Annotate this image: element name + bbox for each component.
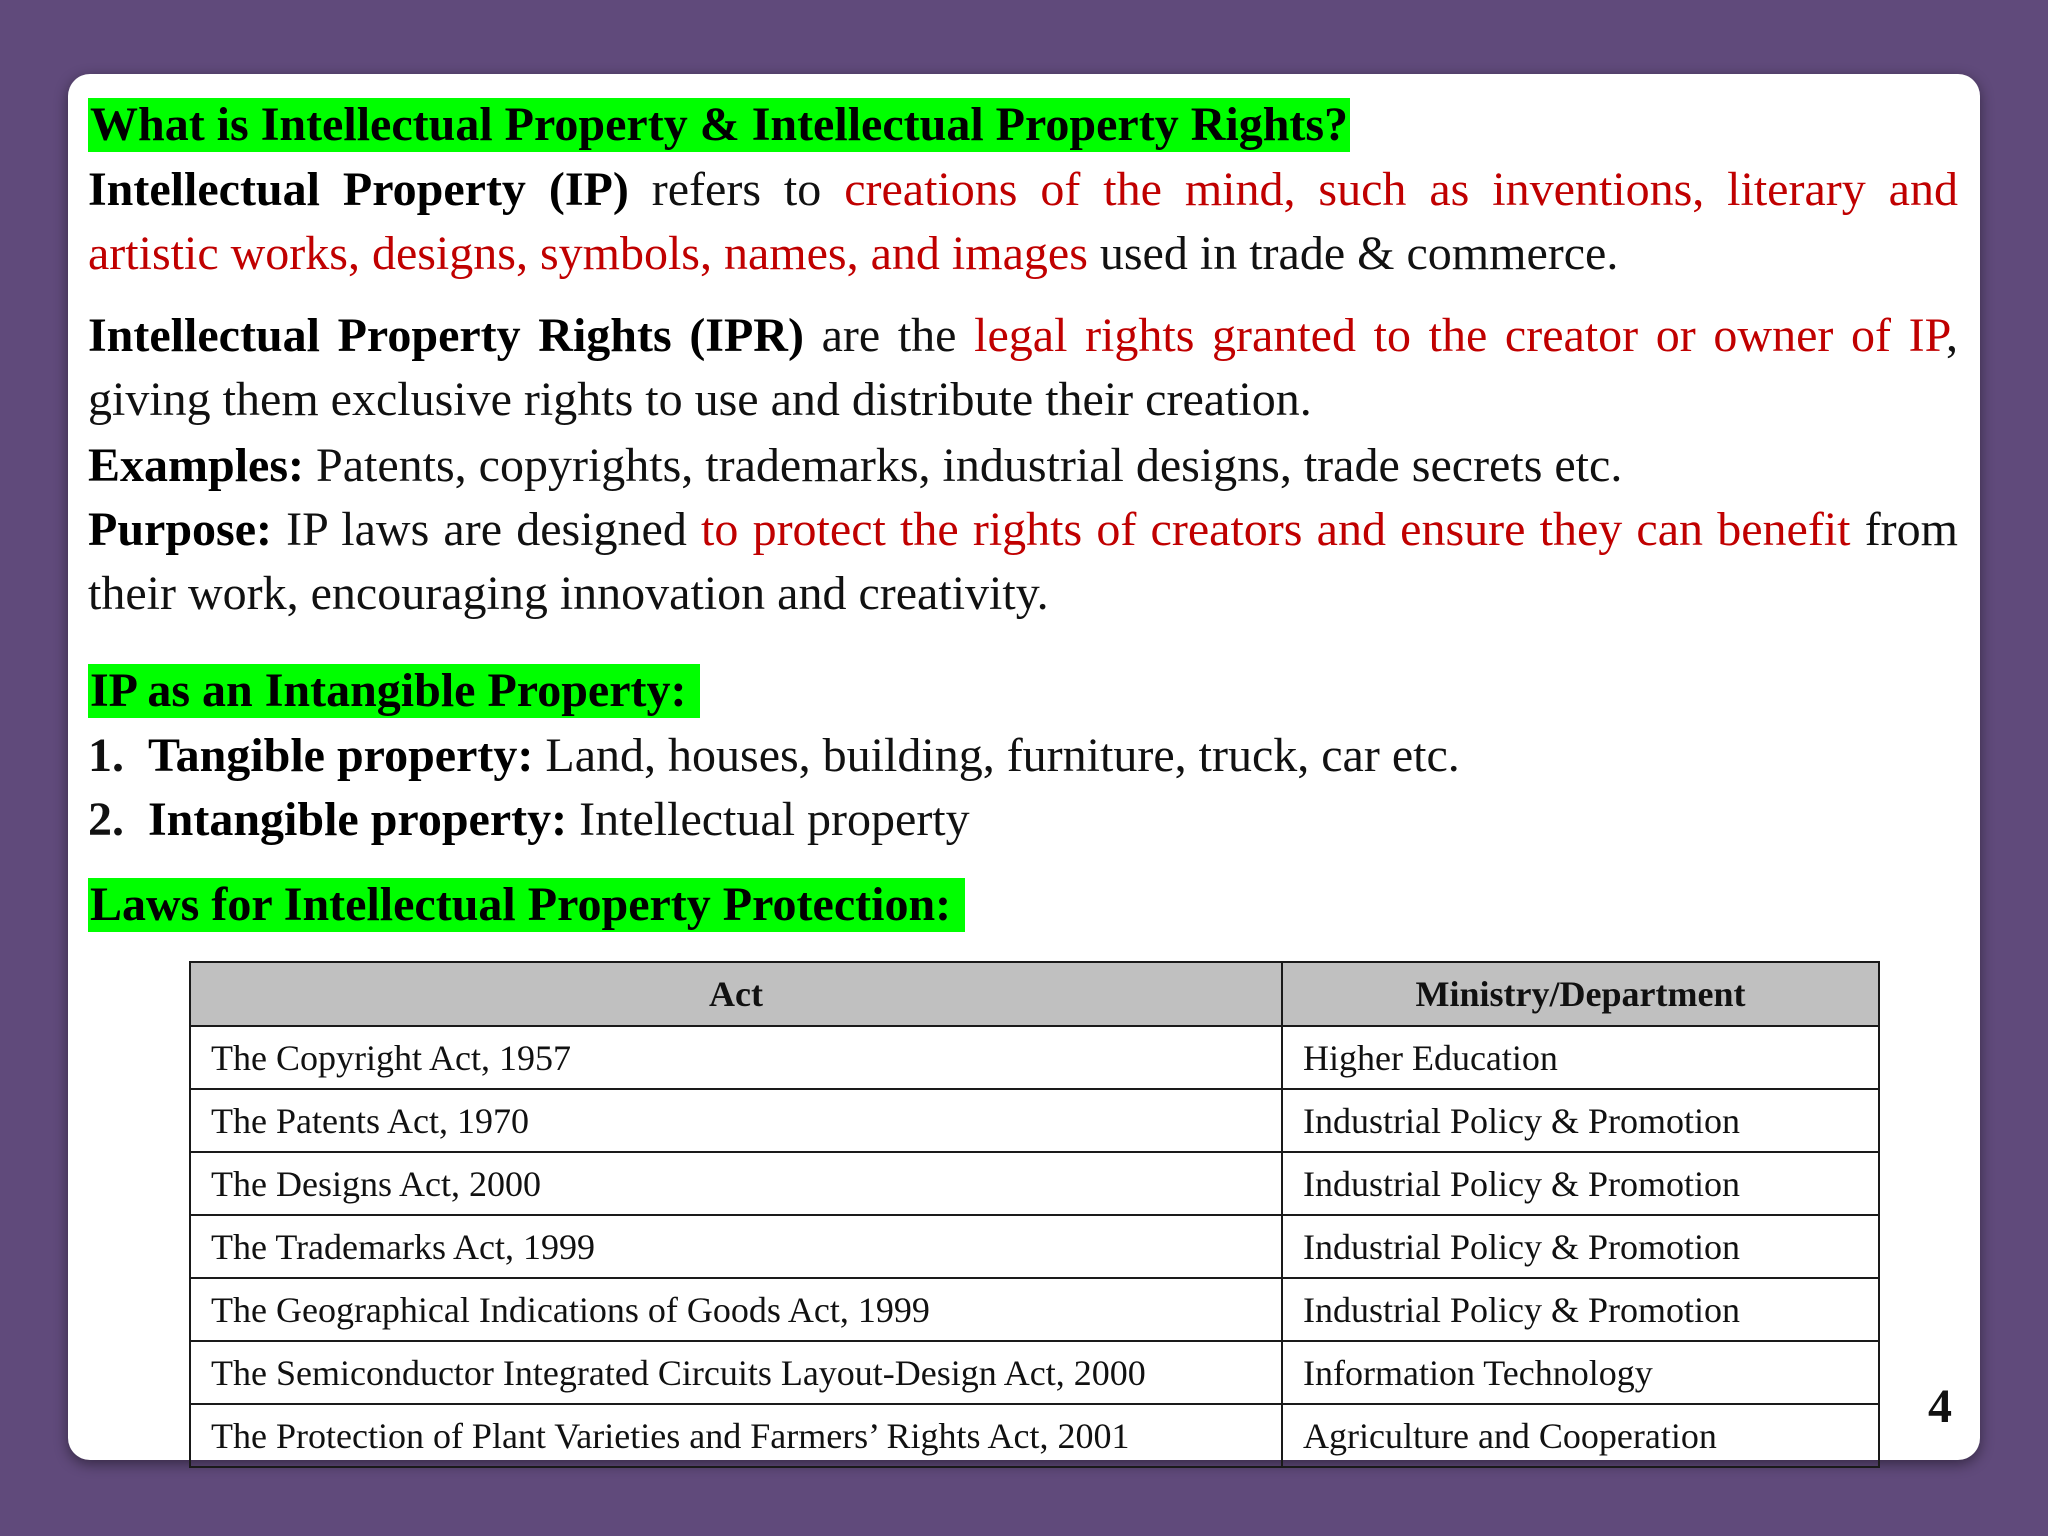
column-header-act: Act xyxy=(190,962,1282,1026)
ip-definition xyxy=(88,158,1958,286)
ip-text-1: refers to xyxy=(628,163,845,216)
column-header-ministry: Ministry/Department xyxy=(1282,962,1879,1026)
table-row xyxy=(190,1215,1879,1278)
list-text: Intellectual property xyxy=(567,793,970,846)
ipr-definition xyxy=(88,304,1958,432)
ministry-cell: Agriculture and Cooperation xyxy=(1282,1404,1879,1467)
ministry-cell: Industrial Policy & Promotion xyxy=(1282,1215,1879,1278)
table-row xyxy=(190,1404,1879,1467)
ministry-cell: Industrial Policy & Promotion xyxy=(1282,1278,1879,1341)
property-list xyxy=(88,724,1460,852)
list-label: Intangible property: xyxy=(148,793,568,846)
examples-text: Patents, copyrights, trademarks, industrial designs, trade secrets etc. xyxy=(304,439,1623,492)
purpose-highlight: to protect the rights of creators and ensure they can benefit xyxy=(701,503,1851,556)
act-cell: The Trademarks Act, 1999 xyxy=(190,1215,1282,1278)
act-cell: The Copyright Act, 1957 xyxy=(190,1026,1282,1089)
examples-line xyxy=(88,434,1958,498)
table-header-row xyxy=(190,962,1879,1026)
table-row xyxy=(190,1278,1879,1341)
list-number: 2. xyxy=(88,793,124,846)
list-label: Tangible property: xyxy=(148,729,534,782)
list-text: Land, houses, building, furniture, truck, car etc. xyxy=(533,729,1460,782)
ipr-term: Intellectual Property Rights (IPR) xyxy=(88,309,804,362)
ipr-text-2: , giving them exclusive rights to use and distribute their creation. xyxy=(88,309,1959,426)
act-cell: The Designs Act, 2000 xyxy=(190,1152,1282,1215)
act-cell: The Protection of Plant Varieties and Farmers’ Rights Act, 2001 xyxy=(190,1404,1282,1467)
purpose-line xyxy=(88,498,1958,626)
ministry-cell: Higher Education xyxy=(1282,1026,1879,1089)
section-heading-ip-ipr: What is Intellectual Property & Intellectual Property Rights? xyxy=(90,98,1349,151)
table-row xyxy=(190,1089,1879,1152)
section-heading-intangible: IP as an Intangible Property: xyxy=(88,664,700,718)
ipr-highlight: legal rights granted to the creator or owner of IP xyxy=(974,309,1947,362)
slide xyxy=(68,74,1980,1460)
examples-label: Examples: xyxy=(88,439,304,492)
ministry-cell: Information Technology xyxy=(1282,1341,1879,1404)
act-cell: The Patents Act, 1970 xyxy=(190,1089,1282,1152)
ip-text-2: used in trade & commerce. xyxy=(1087,227,1619,280)
ip-highlight: creations of the mind, such as inventions, literary and artistic works, designs, symbols, names, and images xyxy=(88,163,1958,280)
ministry-cell: Industrial Policy & Promotion xyxy=(1282,1089,1879,1152)
purpose-text-1: IP laws are designed xyxy=(271,503,702,556)
purpose-label: Purpose: xyxy=(88,503,272,556)
ministry-cell: Industrial Policy & Promotion xyxy=(1282,1152,1879,1215)
act-cell: The Semiconductor Integrated Circuits Layout-Design Act, 2000 xyxy=(190,1341,1282,1404)
section-heading-laws: Laws for Intellectual Property Protection: xyxy=(88,878,965,932)
list-item xyxy=(88,788,1460,852)
list-item xyxy=(88,724,1460,788)
laws-table xyxy=(189,961,1880,1468)
list-number: 1. xyxy=(88,729,124,782)
table-row xyxy=(190,1152,1879,1215)
purpose-text-2: from their work, encouraging innovation and creativity. xyxy=(88,503,1958,620)
ip-term: Intellectual Property (IP) xyxy=(88,163,629,216)
page-number: 4 xyxy=(1928,1380,1952,1433)
table-row xyxy=(190,1026,1879,1089)
ipr-text-1: are the xyxy=(803,309,975,362)
table-row xyxy=(190,1341,1879,1404)
act-cell: The Geographical Indications of Goods Act, 1999 xyxy=(190,1278,1282,1341)
